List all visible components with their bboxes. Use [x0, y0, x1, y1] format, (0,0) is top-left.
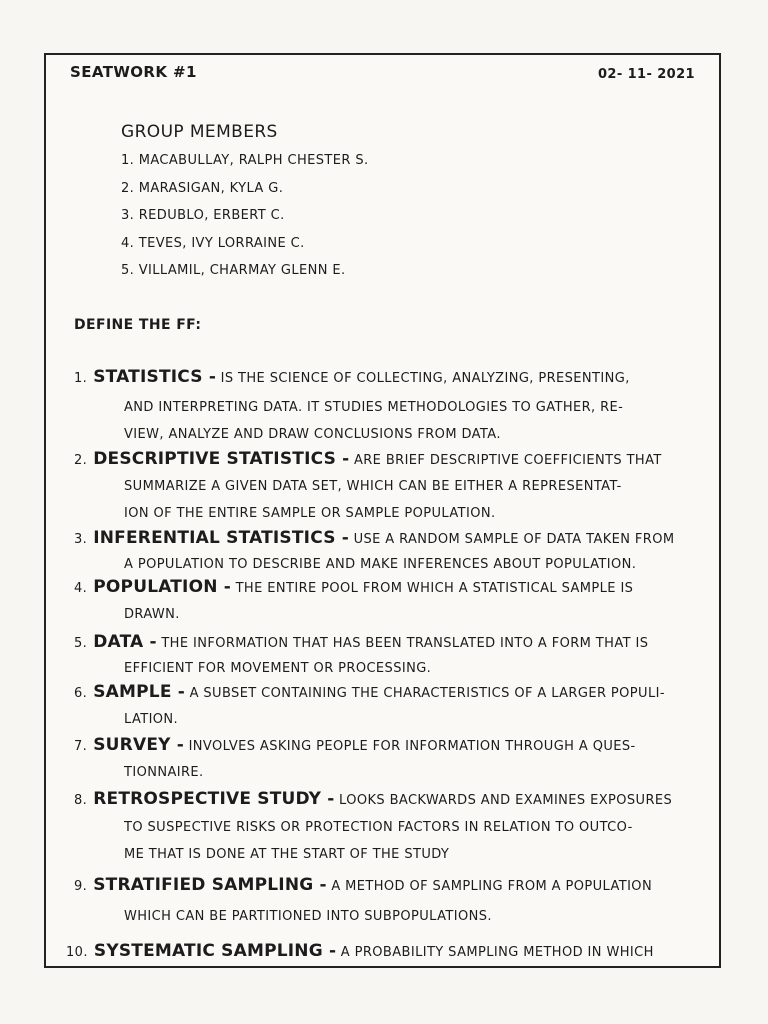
definition-number: 4.	[74, 581, 88, 596]
definition-continuation: A POPULATION TO DESCRIBE AND MAKE INFERENCES ABOUT POPULATION.	[124, 557, 637, 572]
definition-number: 9.	[74, 879, 88, 894]
member-item: 1. MACABULLAY, RALPH CHESTER S.	[121, 153, 369, 168]
definition-continuation: DRAWN.	[124, 607, 180, 622]
definition-term: INFERENTIAL STATISTICS -	[93, 528, 350, 548]
definition-term: SURVEY -	[93, 735, 185, 755]
definition-number: 5.	[74, 636, 88, 651]
definition-term: SAMPLE -	[93, 682, 186, 702]
group-members-title: GROUP MEMBERS	[121, 122, 278, 142]
definition-continuation: VIEW, ANALYZE AND DRAW CONCLUSIONS FROM DATA.	[124, 427, 501, 442]
definition-retrospective-study	[74, 789, 672, 809]
worksheet-title: SEATWORK #1	[70, 63, 197, 81]
definition-descriptive-statistics	[74, 449, 662, 469]
definition-continuation: TO SUSPECTIVE RISKS OR PROTECTION FACTORS IN RELATION TO OUTCO-	[124, 820, 633, 835]
definition-text: THE INFORMATION THAT HAS BEEN TRANSLATED INTO A FORM THAT IS	[161, 636, 649, 651]
definition-continuation: WHICH CAN BE PARTITIONED INTO SUBPOPULATIONS.	[124, 909, 492, 924]
definition-number: 10.	[66, 945, 88, 960]
definition-systematic-sampling	[66, 941, 654, 961]
definition-continuation: EFFICIENT FOR MOVEMENT OR PROCESSING.	[124, 661, 432, 676]
definition-continuation: SUMMARIZE A GIVEN DATA SET, WHICH CAN BE EITHER A REPRESENTAT-	[124, 479, 622, 494]
definition-text: USE A RANDOM SAMPLE OF DATA TAKEN FROM	[353, 532, 675, 547]
definition-term: STATISTICS -	[93, 367, 217, 387]
definition-population	[74, 577, 633, 597]
definition-number: 7.	[74, 739, 88, 754]
definition-inferential-statistics	[74, 528, 675, 548]
definition-continuation: LATION.	[124, 712, 179, 727]
define-heading: DEFINE THE FF:	[74, 317, 202, 333]
definition-sample	[74, 682, 665, 702]
worksheet-date: 02- 11- 2021	[597, 67, 695, 82]
definition-text: ARE BRIEF DESCRIPTIVE COEFFICIENTS THAT	[353, 453, 662, 468]
definition-number: 1.	[74, 371, 88, 386]
definition-text: A PROBABILITY SAMPLING METHOD IN WHICH	[340, 945, 654, 960]
definition-text: A METHOD OF SAMPLING FROM A POPULATION	[331, 879, 653, 894]
definition-term: STRATIFIED SAMPLING -	[93, 875, 327, 895]
definition-text: LOOKS BACKWARDS AND EXAMINES EXPOSURES	[339, 793, 673, 808]
definition-statistics	[74, 367, 630, 387]
definition-term: SYSTEMATIC SAMPLING -	[93, 941, 337, 961]
definition-term: RETROSPECTIVE STUDY -	[93, 789, 335, 809]
definition-number: 2.	[74, 453, 88, 468]
definition-continuation: TIONNAIRE.	[124, 765, 204, 780]
definition-text: THE ENTIRE POOL FROM WHICH A STATISTICAL SAMPLE IS	[235, 581, 634, 596]
definition-text: A SUBSET CONTAINING THE CHARACTERISTICS OF A LARGER POPULI-	[189, 686, 665, 701]
member-item: 2. MARASIGAN, KYLA G.	[121, 181, 284, 196]
member-item: 3. REDUBLO, ERBERT C.	[121, 208, 285, 223]
member-item: 5. VILLAMIL, CHARMAY GLENN E.	[121, 263, 346, 278]
definition-data	[74, 632, 648, 652]
definition-survey	[74, 735, 636, 755]
definition-number: 6.	[74, 686, 88, 701]
definition-number: 8.	[74, 793, 88, 808]
definition-term: POPULATION -	[93, 577, 232, 597]
definition-continuation: ME THAT IS DONE AT THE START OF THE STUDY	[124, 847, 450, 862]
definition-number: 3.	[74, 532, 88, 547]
worksheet-page	[44, 53, 721, 968]
member-item: 4. TEVES, IVY LORRAINE C.	[121, 236, 305, 251]
definition-text: IS THE SCIENCE OF COLLECTING, ANALYZING, PRESENTING,	[220, 371, 630, 386]
definition-term: DESCRIPTIVE STATISTICS -	[93, 449, 350, 469]
definition-text: INVOLVES ASKING PEOPLE FOR INFORMATION THROUGH A QUES-	[188, 739, 636, 754]
definition-continuation: AND INTERPRETING DATA. IT STUDIES METHODOLOGIES TO GATHER, RE-	[124, 400, 624, 415]
definition-stratified-sampling	[74, 875, 652, 895]
definition-term: DATA -	[93, 632, 157, 652]
definition-continuation: ION OF THE ENTIRE SAMPLE OR SAMPLE POPULATION.	[124, 506, 496, 521]
